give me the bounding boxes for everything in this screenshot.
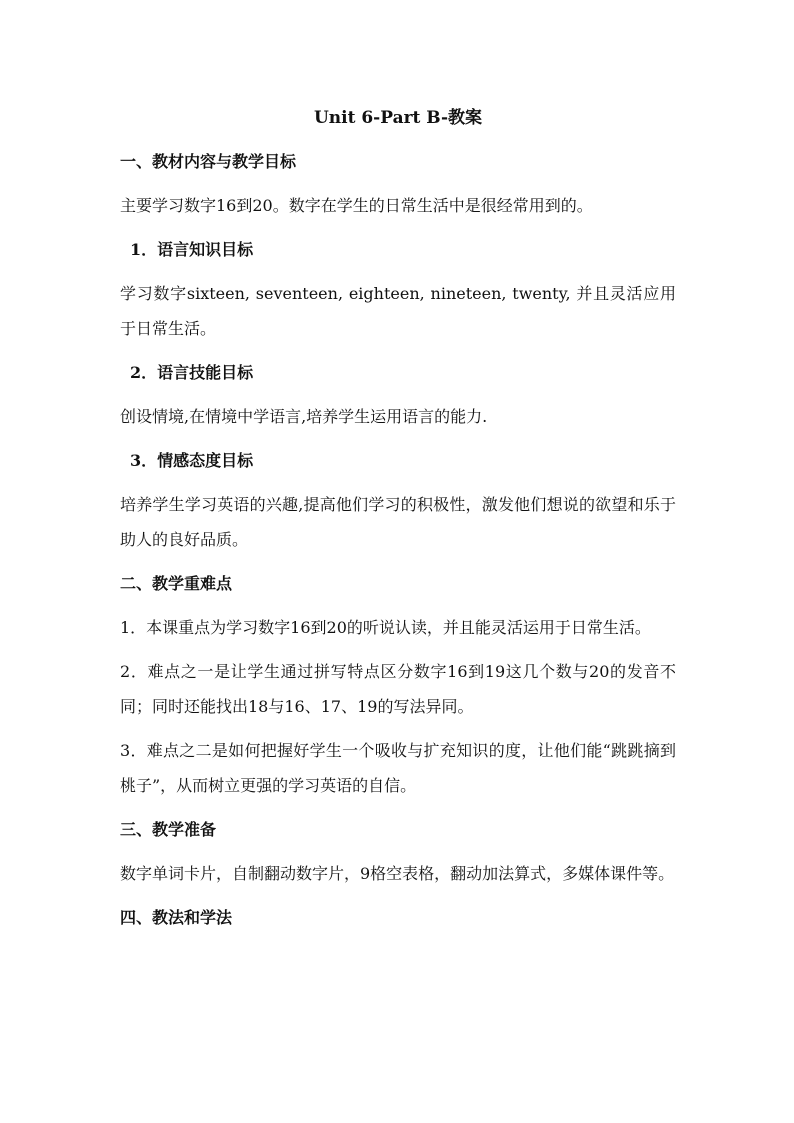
section-heading-1: 一、教材内容与教学目标 — [120, 152, 297, 171]
document-page — [120, 96, 676, 940]
goal-1-heading: 1．语言知识目标 — [130, 240, 254, 259]
section-3-text: 数字单词卡片，自制翻动数字片，9格空表格，翻动加法算式，多媒体课件等。 — [120, 864, 675, 883]
goal-2-text: 创设情境,在情境中学语言,培养学生运用语言的能力. — [120, 407, 488, 426]
goal-3-heading: 3．情感态度目标 — [130, 451, 254, 470]
section-heading-4: 四、教法和学法 — [120, 908, 233, 927]
key-point-2: 2．难点之一是让学生通过拼写特点区分数字16到19这几个数与20的发音不同；同时还能找出18与16、17、19的写法异同。 — [120, 662, 676, 716]
goal-1-text: 学习数字sixteen, seventeen, eighteen, nineteen, twenty, 并且灵活应用于日常生活。 — [120, 284, 676, 338]
goal-3-text: 培养学生学习英语的兴趣,提高他们学习的积极性，激发他们想说的欲望和乐于助人的良好品质。 — [120, 495, 676, 549]
document-title: Unit 6-Part B-教案 — [313, 108, 483, 128]
section-1-intro: 主要学习数字16到20。数字在学生的日常生活中是很经常用到的。 — [120, 196, 593, 215]
section-heading-3: 三、教学准备 — [120, 820, 217, 839]
key-point-1: 1．本课重点为学习数字16到20的听说认读，并且能灵活运用于日常生活。 — [120, 618, 651, 637]
key-point-3: 3．难点之二是如何把握好学生一个吸收与扩充知识的度，让他们能“跳跳摘到桃子”，从而树立更强的学习英语的自信。 — [120, 741, 676, 795]
section-heading-2: 二、教学重难点 — [120, 574, 233, 593]
goal-2-heading: 2．语言技能目标 — [130, 363, 254, 382]
